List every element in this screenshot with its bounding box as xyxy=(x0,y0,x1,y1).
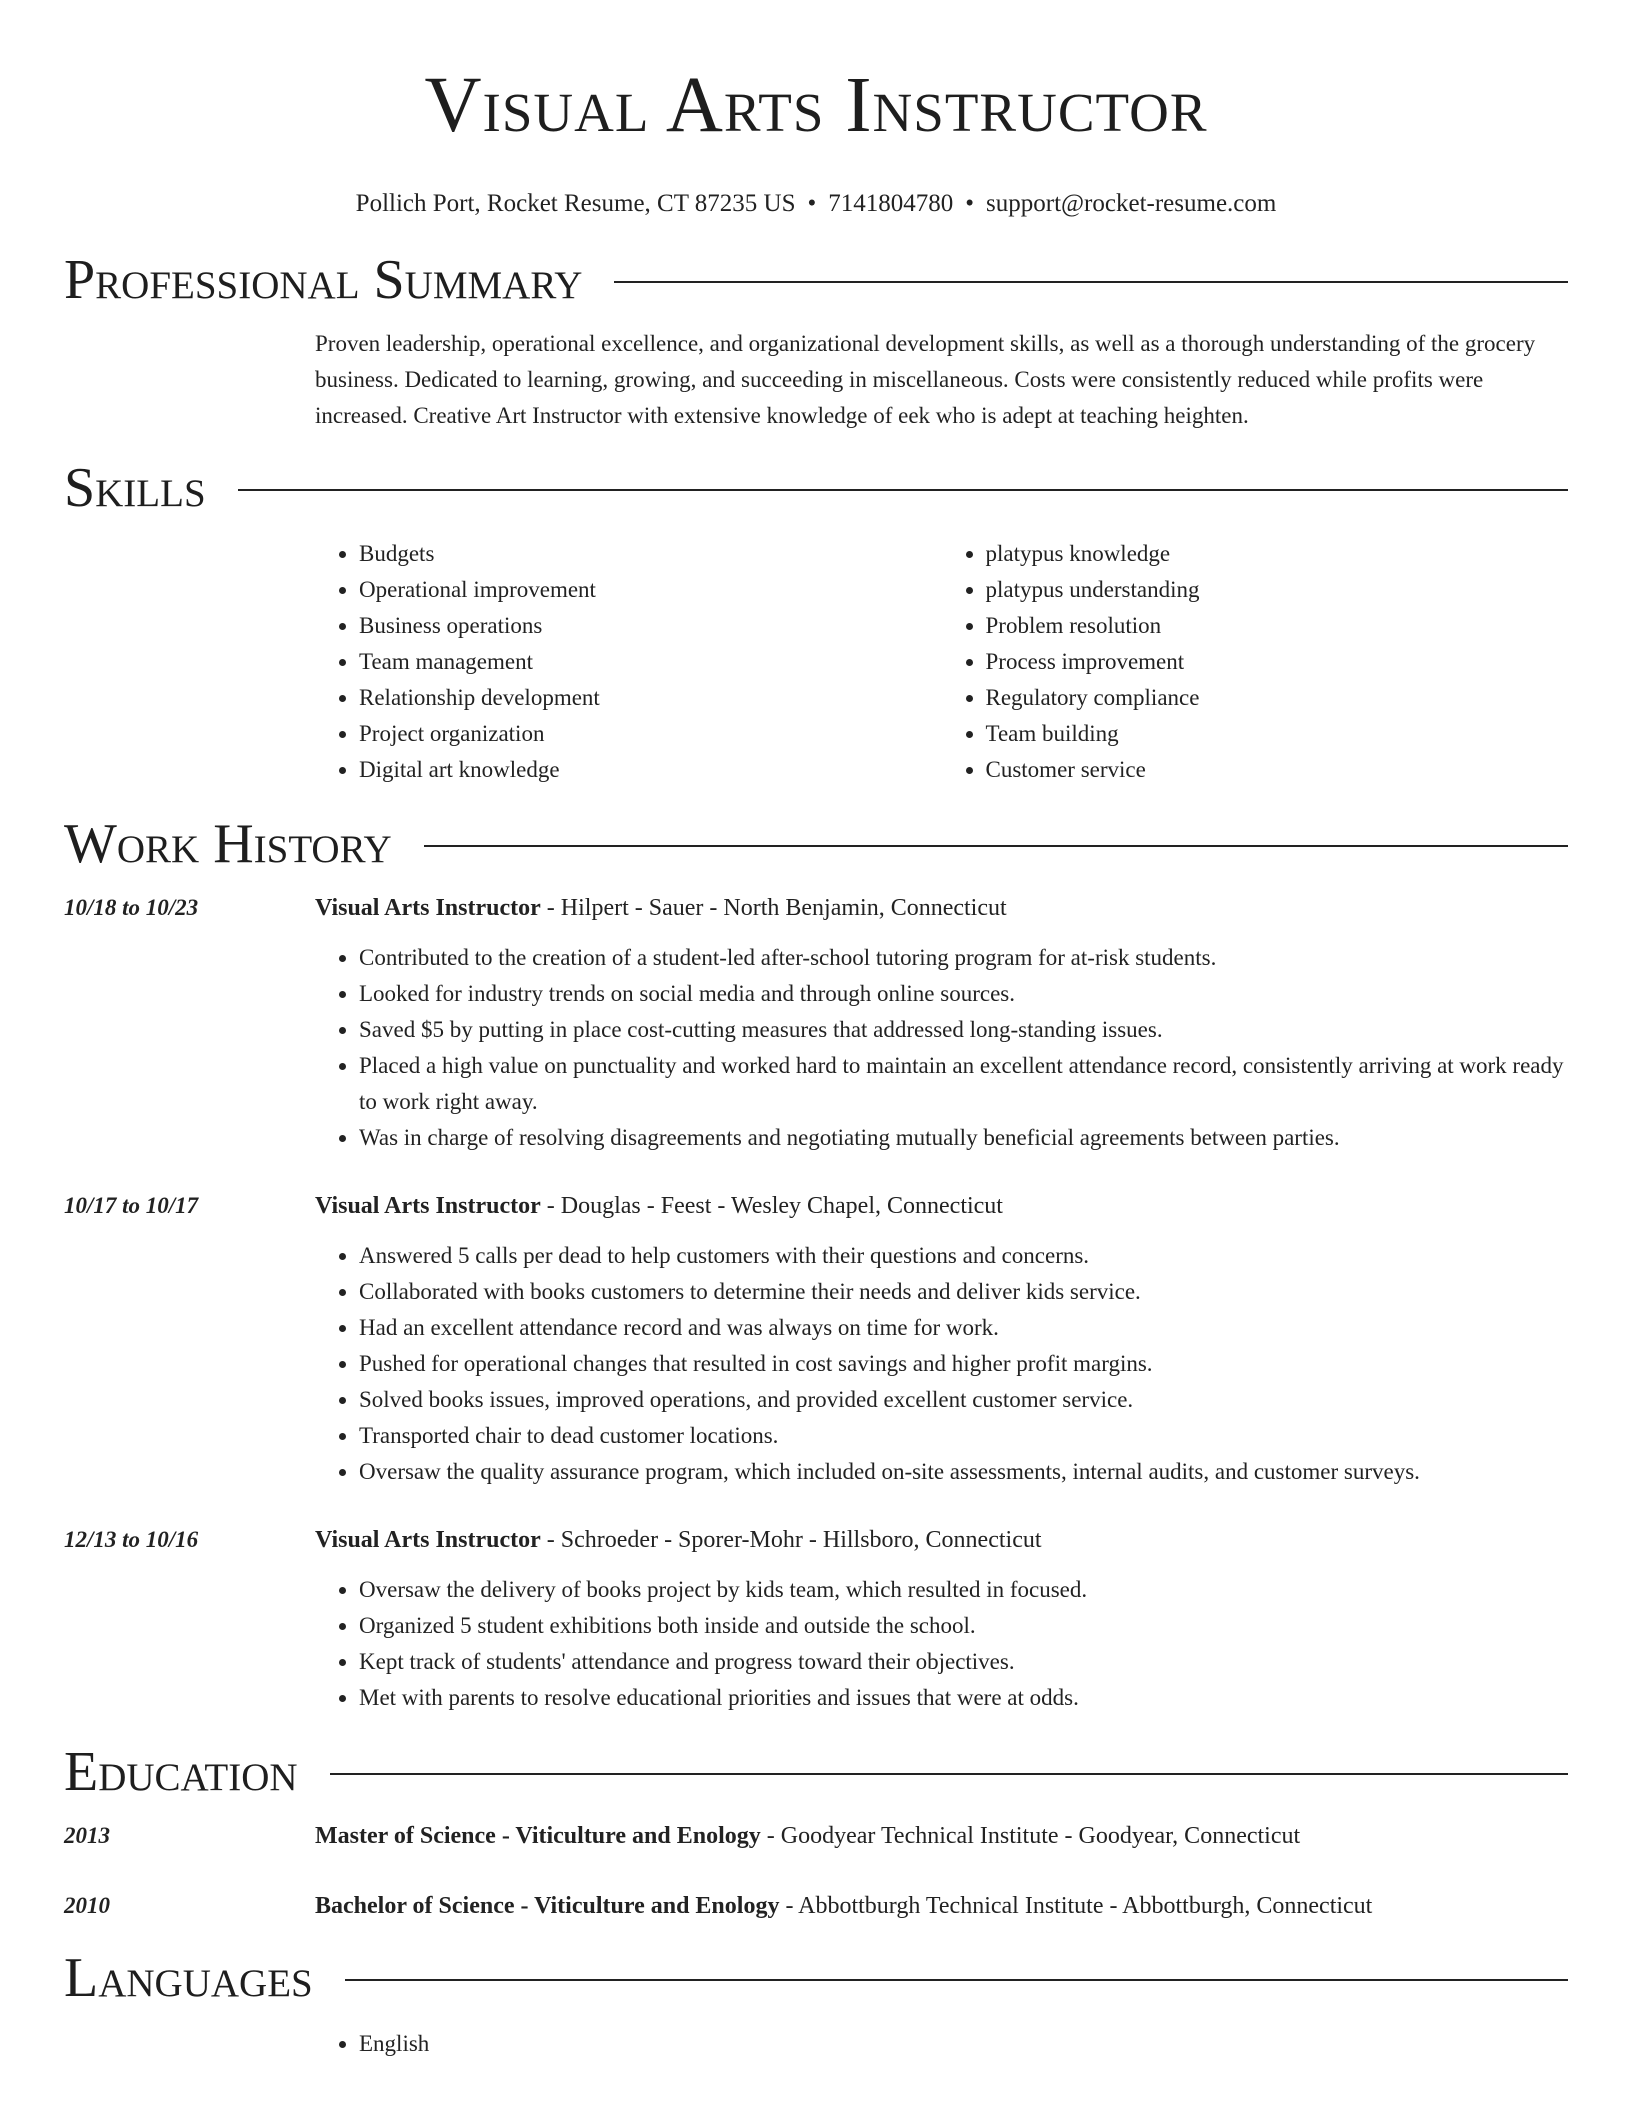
section-divider xyxy=(614,281,1568,283)
skill-item: • platypus understanding xyxy=(986,572,1569,608)
education-section-header xyxy=(64,1740,1568,1804)
work-bullet: • Organized 5 student exhibitions both inside and outside the school. xyxy=(359,1608,1087,1644)
education-entry xyxy=(64,1888,1568,1924)
degree: Master of Science - Viticulture and Enology xyxy=(315,1823,761,1849)
job-title: Visual Arts Instructor xyxy=(315,1527,541,1553)
phone: 7141804780 xyxy=(828,190,954,217)
skill-item: • Customer service xyxy=(986,752,1569,788)
email: support@rocket-resume.com xyxy=(986,190,1277,217)
education-entry xyxy=(64,1818,1568,1854)
section-title: Languages xyxy=(64,1947,313,2009)
work-dates: 12/13 to 10/16 xyxy=(64,1527,199,1552)
skills-list xyxy=(315,536,1568,788)
work-bullet: • Had an excellent attendance record and was always on time for work. xyxy=(359,1310,1420,1346)
summary-section-header xyxy=(64,248,1568,312)
employer-details: - Douglas - Feest - Wesley Chapel, Connecticut xyxy=(540,1193,1003,1219)
work-heading xyxy=(315,1188,1420,1224)
work-heading xyxy=(315,1522,1087,1558)
skill-item: • Problem resolution xyxy=(986,608,1569,644)
contact-line xyxy=(64,188,1568,220)
work-bullet: • Placed a high value on punctuality and worked hard to maintain an excellent attendance record, consistently arriving at work ready to work right away. xyxy=(359,1048,1568,1120)
work-bullet: • Answered 5 calls per dead to help customers with their questions and concerns. xyxy=(359,1238,1420,1274)
section-divider xyxy=(238,489,1568,491)
school-details: - Abbottburgh Technical Institute - Abbottburgh, Connecticut xyxy=(779,1893,1373,1919)
section-title: Work History xyxy=(64,813,392,875)
language-item: • English xyxy=(359,2026,1568,2062)
work-bullet: • Collaborated with books customers to determine their needs and deliver kids service. xyxy=(359,1274,1420,1310)
work-bullet: • Met with parents to resolve educational priorities and issues that were at odds. xyxy=(359,1680,1087,1716)
education-heading xyxy=(315,1818,1300,1854)
employer-details: - Hilpert - Sauer - North Benjamin, Connecticut xyxy=(540,895,1007,921)
skills-column-right xyxy=(942,536,1569,788)
work-bullet: • Saved $5 by putting in place cost-cutting measures that addressed long-standing issues. xyxy=(359,1012,1568,1048)
summary-body xyxy=(315,326,1568,434)
employer-details: - Schroeder - Sporer-Mohr - Hillsboro, Connecticut xyxy=(540,1527,1042,1553)
work-bullets xyxy=(315,1572,1087,1716)
work-bullets xyxy=(315,940,1568,1156)
work-bullet: • Solved books issues, improved operations, and provided excellent customer service. xyxy=(359,1382,1420,1418)
section-title: Skills xyxy=(64,457,206,519)
separator: • xyxy=(807,190,817,217)
skill-item: • Team management xyxy=(359,644,942,680)
work-bullet: • Contributed to the creation of a student-led after-school tutoring program for at-risk students. xyxy=(359,940,1568,976)
summary-text: Proven leadership, operational excellence, and organizational development skills, as well as a thorough understanding of the grocery business. Dedicated to learning, growing, and succeeding in miscellaneous. Costs were consistently reduced while profits were increased. Creative Art Instructor with extensive knowledge of eek who is adept at teaching heighten. xyxy=(315,331,1536,428)
skill-item: • Budgets xyxy=(359,536,942,572)
work-bullet: • Was in charge of resolving disagreements and negotiating mutually beneficial agreements between parties. xyxy=(359,1120,1568,1156)
work-bullets xyxy=(315,1238,1420,1490)
work-entry-body xyxy=(315,890,1568,1156)
separator: • xyxy=(965,190,975,217)
education-year: 2013 xyxy=(64,1823,110,1848)
languages-bullets xyxy=(315,2026,1568,2062)
section-divider xyxy=(330,1773,1568,1775)
work-bullet: • Oversaw the quality assurance program, which included on-site assessments, internal audits, and customer surveys. xyxy=(359,1454,1420,1490)
work-heading xyxy=(315,890,1568,926)
resume-page xyxy=(64,0,1568,2062)
skill-item: • Team building xyxy=(986,716,1569,752)
job-title: Visual Arts Instructor xyxy=(315,895,541,921)
skills-column-left xyxy=(315,536,942,788)
skill-item: • Operational improvement xyxy=(359,572,942,608)
work-entry-body xyxy=(315,1188,1420,1490)
work-dates: 10/17 to 10/17 xyxy=(64,1193,199,1218)
skill-item: • Business operations xyxy=(359,608,942,644)
skill-item: • Relationship development xyxy=(359,680,942,716)
work-bullet: • Transported chair to dead customer locations. xyxy=(359,1418,1420,1454)
skill-item: • Digital art knowledge xyxy=(359,752,942,788)
languages-section-header xyxy=(64,1946,1568,2010)
resume-title: Visual Arts Instructor xyxy=(424,62,1208,149)
work-entry xyxy=(64,1522,1568,1716)
education-year: 2010 xyxy=(64,1893,110,1918)
work-bullet: • Kept track of students' attendance and progress toward their objectives. xyxy=(359,1644,1087,1680)
address: Pollich Port, Rocket Resume, CT 87235 US xyxy=(355,190,796,217)
section-divider xyxy=(424,845,1568,847)
skill-item: • Project organization xyxy=(359,716,942,752)
skill-item: • platypus knowledge xyxy=(986,536,1569,572)
skill-item: • Regulatory compliance xyxy=(986,680,1569,716)
skill-item: • Process improvement xyxy=(986,644,1569,680)
skills-section-header xyxy=(64,456,1568,520)
section-title: Professional Summary xyxy=(64,249,583,311)
work-bullet: • Oversaw the delivery of books project by kids team, which resulted in focused. xyxy=(359,1572,1087,1608)
work-bullet: • Looked for industry trends on social media and through online sources. xyxy=(359,976,1568,1012)
work-entry xyxy=(64,1188,1568,1490)
work-bullet: • Pushed for operational changes that resulted in cost savings and higher profit margins. xyxy=(359,1346,1420,1382)
degree: Bachelor of Science - Viticulture and Enology xyxy=(315,1893,780,1919)
education-heading xyxy=(315,1888,1372,1924)
section-divider xyxy=(345,1979,1568,1981)
job-title: Visual Arts Instructor xyxy=(315,1193,541,1219)
work-entry xyxy=(64,890,1568,1156)
work-entry-body xyxy=(315,1522,1087,1716)
work-dates: 10/18 to 10/23 xyxy=(64,895,199,920)
school-details: - Goodyear Technical Institute - Goodyear, Connecticut xyxy=(760,1823,1301,1849)
languages-list xyxy=(315,2026,1568,2062)
work-section-header xyxy=(64,812,1568,876)
section-title: Education xyxy=(64,1741,298,1803)
